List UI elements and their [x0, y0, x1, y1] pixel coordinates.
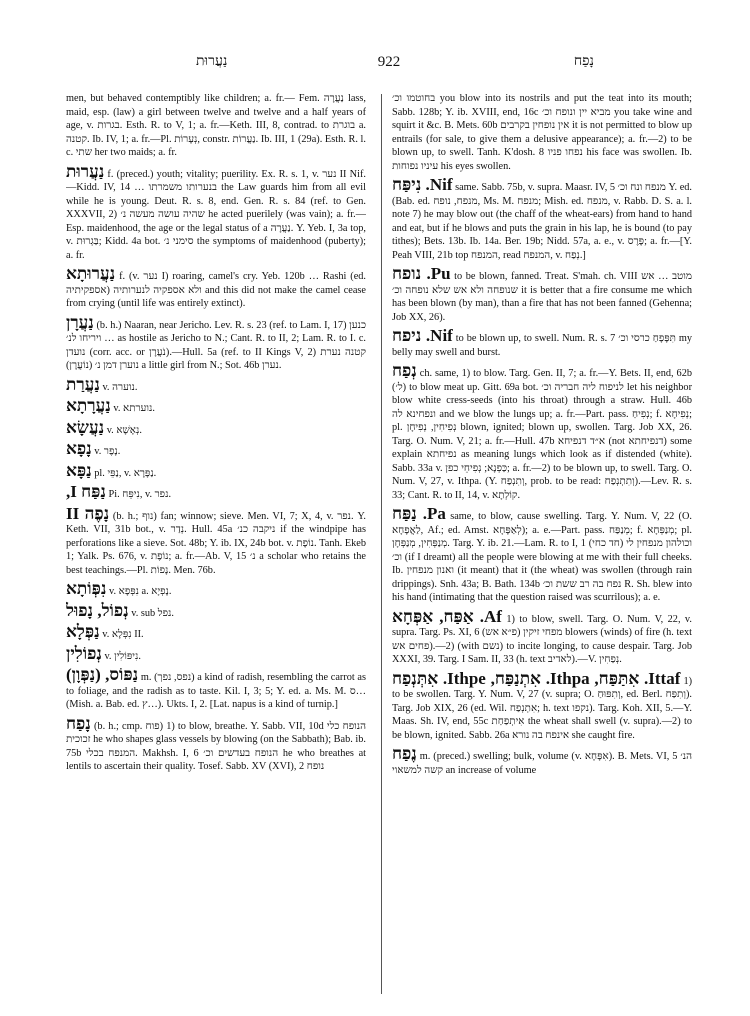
left-column — [66, 92, 366, 1002]
entry-text: v. נִפְּלָא II. — [102, 629, 144, 640]
entry-text: f. (v. נער I) roaring, camel's cry. Yeb. 120b … Rashi (ed. אספקיתיה) ולא אספקיה לנערותיה and this did not make the camel cease from crying (until life was entirely extinct). — [66, 271, 366, 309]
entry-text: to be blown, fanned. Treat. S'mah. ch. VIII מוטב … אש שנופחה ולא אש שלא נופחה וכ׳ it is better that a fire consume me which has been blown (by man), than a fire that has not been fanned (Gehenna; Job XX, 26). — [392, 271, 692, 323]
dictionary-entry — [66, 714, 366, 774]
column-divider — [381, 94, 382, 994]
entry-headword: נְפוֹלִין — [66, 643, 102, 663]
entry-headword: נַעֲרוּת — [66, 161, 105, 181]
entry-headword: Nif. נִיפַּח — [392, 175, 453, 194]
entry-text: v. נוערה. — [102, 381, 138, 393]
entry-headword: נֶפַח — [392, 744, 417, 763]
entry-headword: נַפָּא — [66, 460, 92, 480]
entry-text: v. נִיפּוֹלִין. — [104, 650, 141, 662]
entry-headword: Af. אַפַּח, אַפְּחָא — [392, 606, 502, 626]
dictionary-entry — [66, 665, 366, 712]
page-number: 922 — [377, 54, 401, 70]
entry-text: ch. same, 1) to blow. Targ. Gen. II, 7; a. fr.—Y. Bets. II, end, 62b (ל׳) to blow meat up. Gitt. 69a bot. לניפוח ליה חבריה וכ׳ let his neighbor blow white cress-seeds (into his throat) through a straw. Hull. 46b ונפחינא לה and we blow the lungs up; a. fr.—Part. pass. נְפִיחַ; f. נְפִיחָא; pl. נְפִיחִין, נְפִיחָן blown, ignited; blown up, swollen. Targ. Job XX, 26. Targ. O. Num. V, 21; a. fr.—Hull. 47b א״ד דנפיחא (not דנפיחתא) some explain נפיחתא as meaning lungs which look as if distended (white). Sabb. 33a v. כַּפְנָא; נְפִיחֵי כפן; a. fr.—2) to be blown up, to swell. Targ. O. Num. V, 27, v. Ithpa. (Y. וְתִנְפַח, prob. to be read: וְתִתְנְפַח).—Lev. R. s. 33; Cant. R. to II, 14, v. קוֹלְתָא. — [392, 368, 692, 501]
dictionary-entry — [66, 579, 366, 599]
entry-headword: נַעֲשָׂא — [66, 417, 105, 437]
entry-text: בחוטמו וכ׳ you blow into its nostrils and put the teat into its mouth; Sabb. 128b; Y. ib. XVIII, end, 16c מביא יין ונופח וכ׳ you take wine and squirt it &c. B. Mets. 60b אין נופחין בקרבים it is not permitted to blow up entrails (for sale, to give them a delusive appearance); a. fr.—2) to be blown up, to swell. Tanh. K'dosh. 8 נפחו פניו his face was swollen. Ib. עיניו נפוחות his eyes swollen. — [392, 93, 692, 172]
entry-text: same. Sabb. 75b, v. supra. Maasr. IV, 5 מנפח ונח וכ׳ Y. ed. (Bab. ed. מנפח, נופח, Ms. M. מנפח; Mish. ed. מנפח, v. Rabb. D. S. a. l. note 7) he may blow out (the chaff of the wheat-ears) from hand to hand and eat, but if he blows and puts the grain in his lap, he is bound (to pay tithes); Bets. 13b. Ib. 14a. Ber. 19b; Nidd. 57a, a. e., v. פֶּרֶס; a. fr.—[Y. Peah VIII, 21b top המנפח, read המנפח, v. נְפַח.] — [392, 182, 692, 261]
entry-headword: נָפֶה II — [66, 503, 110, 523]
dictionary-entry — [392, 361, 692, 502]
dictionary-entry — [392, 607, 692, 667]
entry-headword: Pu. נופח — [392, 264, 451, 283]
dictionary-entry — [66, 622, 366, 642]
entry-text: v. נָפֶר. — [94, 446, 121, 457]
entry-headword: Ittaf. אִתַּפַּח, Ithpa. אִתְנַפַּח, Ithpe. אִתְּנְפַח — [392, 668, 681, 688]
dictionary-entry — [392, 504, 692, 605]
entry-headword: Pa. נַפַּח — [392, 504, 446, 523]
entry-text: v. נִפְּפָא a. נָפְיָא. — [109, 586, 172, 597]
header-right-word: נָפַח — [573, 54, 594, 69]
entry-headword: נְפַח — [392, 361, 417, 380]
right-column — [392, 92, 692, 1002]
entry-text: 1) to be swollen. Targ. Y. Num. V, 27 (v. supra; O. וְתִפּוּחַ, ed. Berl. וְתִפַּח). Targ. Job XIX, 26 (ed. Wil. אִתְנְפַח; h. text נקפו). Targ. Koh. XII, 5.—Y. Maas. Sh. IV, end, 55c אִיתְפַחַת the wheat shall swell (v. supra).—2) to be blown, ignited. Sabb. 26a אינפח בה נורא she caught fire. — [392, 675, 692, 741]
entry-text: (b. h.) Naaran, near Jericho. Lev. R. s. 23 (ref. to Lam. I, 17) כנען … ויריחו לנ׳ as hostile as Jericho to N.; Cant. R. to II, 2; Lam. R. to I. c. נועדן (corr. acc. or נֹעֲרָן).—Hull. 5a (ref. to II Kings V, 2) קטנה נערת נוערן דמן נ׳ (נוֹעֲרָן) a little girl from N.; Sot. 46b נערן. — [66, 319, 366, 371]
dictionary-entry — [66, 482, 366, 502]
entry-text: men, but behaved contemptibly like children; a. fr.— Fem. נַעֲרָה lass, maid, esp. (law) a girl between twelve and twelve and a half years of age, v. בגרות. Esth. R. to V, 1; a. fr.—Keth. III, 8, contrad. to בוגרת a. קטנה. Ib. IV, 1; a. fr.—Pl. נְעָרוֹת, constr. נַעֲרוֹת. Ib. III, 1 (29a). Esth. R. l. c. שתי her two maids; a. fr. — [66, 93, 366, 158]
dictionary-entry — [66, 313, 366, 373]
page-header — [88, 52, 690, 74]
entry-headword: נַפַּח I, — [66, 482, 106, 501]
entry-headword: נַפְּלָא — [66, 622, 100, 641]
dictionary-entry — [66, 601, 366, 621]
dictionary-entry — [66, 418, 366, 438]
dictionary-entry — [66, 396, 366, 416]
dictionary-entry — [66, 504, 366, 578]
dictionary-entry — [392, 669, 692, 743]
dictionary-entry — [66, 92, 366, 160]
dictionary-entry — [66, 461, 366, 481]
dictionary-entry — [392, 92, 692, 173]
dictionary-entry — [66, 264, 366, 311]
header-left-word: נַעֲרוּת — [196, 54, 228, 69]
entry-headword: נַעֲרָן — [66, 312, 94, 332]
entry-headword: נְפוֹל, נָפוּל — [66, 600, 129, 620]
entry-text: to be blown up, to swell. Num. R. s. 7 תִּפָּפָחַ כרסי וכ׳ my belly may swell and burst. — [392, 333, 692, 358]
entry-text: m. (preced.) swelling; bulk, volume (v. אִפָּחָא). B. Mets. VI, 5 הנ׳ קשה למשאוי an increase of volume — [392, 751, 692, 776]
entry-text: pl. נַפֵּי, v. נַפָּרָא. — [94, 467, 157, 479]
dictionary-entry — [392, 175, 692, 262]
dictionary-entry — [66, 375, 366, 395]
entry-text: m. (נפס, נפך) a kind of radish, resembling the carrot as to foliage, and the radish as to taste. Kil. I, 3; 5; Y. ed. a. Ms. M. ס… (Mish. a. Bab. ed. ץ…). Ukts. I, 2. [Lat. napus is a kind of turnip.] — [66, 672, 366, 710]
entry-text: v. נְאָשָׁא. — [106, 424, 142, 436]
dictionary-entry — [392, 744, 692, 777]
dictionary-entry — [392, 326, 692, 359]
dictionary-entry — [66, 439, 366, 459]
entry-headword: Nif. ניפח — [392, 326, 453, 345]
entry-text: (b. h.; נוף) fan; winnow; sieve. Men. VI, 7; X, 4, v. נפר. Y. Keth. VII, 31b bot., v. נְדַר. Hull. 45a ניקבה כנ׳ if the windpipe has perforations like a sieve. Sot. 48b; Y. ib. IX, 24b bot. v. נוֹפֶת. Tanh. Ekeb 1; Yalk. Ps. 676, v. נוֹפֶת; a. fr.—Ab. V, 15 נ׳ a scholar who retains the best teachings.—Pl. נָפוֹת. Men. 76b. — [66, 510, 366, 576]
dictionary-entry — [66, 162, 366, 263]
entry-headword: נִפְּוֹתָא — [66, 579, 107, 598]
entry-text: (b. h.; cmp. פוח) 1) to blow, breathe. Y. Sabb. VII, 10d הנופח כלי זכוכית he who shapes glass vessels by blowing (on the Sabbath); Bab. ib. 75b המנפח בכלי. Makhsh. I, 6 הנופח בעדשים וכ׳ he who breathes at lentils to ascertain their quality. Tosef. Sabb. XV (XVI), 2 נופח — [66, 720, 366, 772]
entry-headword: נַעֲרָתָא — [66, 396, 111, 415]
dictionary-entry — [392, 264, 692, 324]
entry-text: 1) to blow, swell. Targ. O. Num. V, 22, v. supra. Targ. Ps. XI, 6 מפחי זיקין (פ״א אש) blowers (winds) of fire (h. text פחים אש).—2) (with נשם) to incite longing, to cause despair. Targ. Job XXXI, 39. Targ. I Sam. II, 33 (h. text לאדיב).—V. נְפַחִין. — [392, 613, 692, 665]
entry-headword: נַפּוֹס, (נַפְּוָן) — [66, 665, 139, 684]
entry-text: v. sub נפל. — [131, 607, 174, 619]
entry-text: same, to blow, cause swelling. Targ. Y. Num. V, 22 (O. לַאֲפָחָא, Af.; ed. Amst. לְאַפָּחָא); a. e.—Part. pass. מְנַפַּח; f. מְנַפְּחָא; pl. מְנַפְּחִין, מְנַפְּחָן. Targ. Y. ib. 21.—Lam. R. to I, 1 (חד כחי) וכולהון מנפחין לי וכ׳ (if I dreamt) all the people were blowing at me with their full cheeks. Ib. ואנון מנפחין (it meant) that it (the wheat) was swollen (through rain drippings). Snh. 43a; B. Bath. 134b נפח בה רב ששת וכ׳ R. Sh. blew into his hand (intimating that the question raised was scurrilous); a. e. — [392, 511, 692, 603]
entry-text: v. נוערתא. — [113, 403, 155, 414]
dictionary-entry — [66, 644, 366, 664]
entry-headword: נַעֲרַת — [66, 374, 100, 394]
entry-headword: נָפַח — [66, 713, 91, 733]
entry-headword: נַעֲרוּתָא — [66, 264, 116, 283]
entry-text: Pi. נִיפֵּח, v. נפר. — [108, 489, 172, 500]
entry-text: f. (preced.) youth; vitality; puerility. Ex. R. s. 1, v. נער II Nif.—Kidd. IV, 14 … בנערותו משמרתו the Law guards him from all evil while he is young. Deut. R. s. 8, end. Gen. R. s. 84 (ref. to Gen. XXXVII, 2) שהיה עושה מעשה נ׳ he acted puerilely (was vain); a. fr.—Esp. maidenhood, the age or the legal status of a נַעֲרָה. Y. Yeb. I, 3a top, v. בַּגְרוּת; Kidd. 4a bot. סימני נ׳ the symptoms of maidenhood (puberty); a. fr. — [66, 168, 366, 261]
entry-headword: נָפָא — [66, 439, 92, 458]
